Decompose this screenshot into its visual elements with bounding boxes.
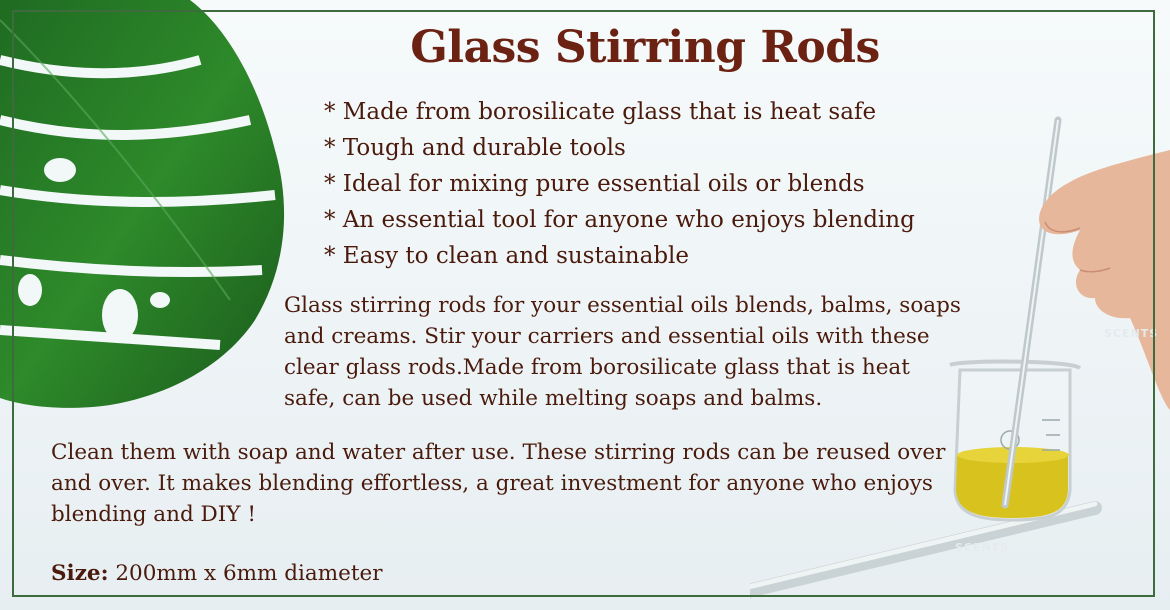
page-title: Glass Stirring Rods bbox=[410, 22, 880, 73]
size-spec bbox=[51, 561, 382, 586]
feature-list bbox=[324, 94, 915, 274]
feature-item: * Tough and durable tools bbox=[324, 135, 626, 161]
description-paragraph: Glass stirring rods for your essential oils blends, balms, soaps and creams. Stir your carriers and essential oils with these clear glass rods.Made from borosilicate glass that is heat safe, can be used while melting soaps and balms. bbox=[284, 293, 961, 411]
size-label: Size: bbox=[51, 561, 109, 586]
feature-item: * Ideal for mixing pure essential oils or blends bbox=[324, 171, 865, 197]
size-value: 200mm x 6mm diameter bbox=[108, 561, 383, 586]
feature-item: * Made from borosilicate glass that is heat safe bbox=[324, 99, 877, 125]
watermark: SCENTS bbox=[955, 541, 1010, 554]
feature-item: * Easy to clean and sustainable bbox=[324, 243, 690, 269]
care-paragraph: Clean them with soap and water after use. These stirring rods can be reused over and over. It makes blending effortless, a great investment for anyone who enjoys blending and DIY ! bbox=[51, 440, 946, 527]
watermark: SCENTS bbox=[1104, 327, 1159, 340]
feature-item: * An essential tool for anyone who enjoys blending bbox=[324, 207, 915, 233]
